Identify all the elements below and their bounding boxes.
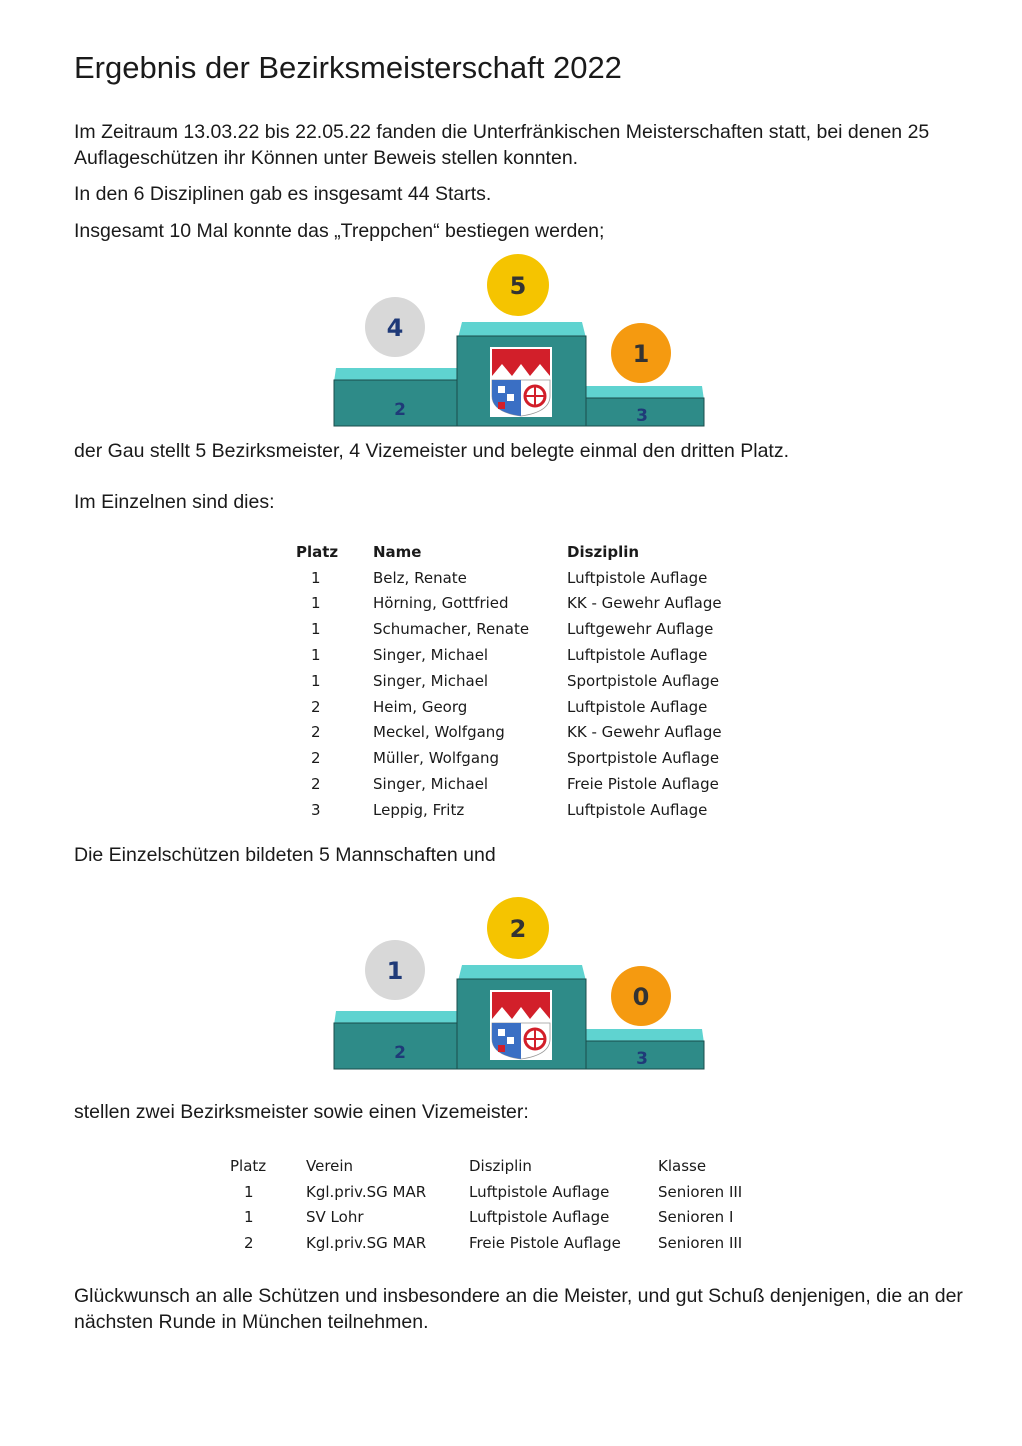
cell-disziplin: KK - Gewehr Auflage [567, 723, 722, 742]
podium-second-count: 4 [386, 314, 404, 342]
cell-klasse: Senioren III [658, 1234, 743, 1253]
table-header-row [230, 1153, 742, 1179]
cell-platz: 1 [311, 594, 321, 613]
cell-disziplin: Sportpistole Auflage [567, 671, 720, 690]
closing-paragraph: Glückwunsch an alle Schützen und insbesondere an die Meister, und gut Schuß denjenigen, die an der nächsten Runde in München teilnehmen. [74, 1285, 963, 1333]
cell-platz: 1 [311, 620, 321, 639]
header-disziplin: Disziplin [469, 1156, 532, 1175]
podium-second-count: 1 [386, 957, 404, 985]
podium-graphic-team [330, 897, 710, 1077]
podium-third-count: 1 [632, 340, 650, 368]
header-platz: Platz [296, 542, 339, 561]
cell-disziplin: Sportpistole Auflage [567, 749, 720, 768]
podium-label-second: 2 [394, 1043, 406, 1063]
cell-verein: Kgl.priv.SG MAR [306, 1234, 427, 1253]
table-row [230, 1179, 742, 1205]
team-result-paragraph: stellen zwei Bezirksmeister sowie einen Vizemeister: [74, 1101, 529, 1123]
cell-name: Heim, Georg [373, 697, 468, 716]
summary-paragraph: der Gau stellt 5 Bezirksmeister, 4 Vizemeister und belegte einmal den dritten Platz. [74, 440, 789, 462]
cell-platz: 1 [311, 671, 321, 690]
table-row [296, 642, 722, 668]
cell-platz: 2 [311, 723, 321, 742]
cell-name: Meckel, Wolfgang [373, 723, 505, 742]
treppchen-paragraph: Insgesamt 10 Mal konnte das „Treppchen“ bestiegen werden; [74, 220, 605, 242]
cell-platz: 2 [311, 749, 321, 768]
cell-klasse: Senioren III [658, 1182, 743, 1201]
cell-name: Singer, Michael [373, 775, 489, 794]
table-row [296, 668, 722, 694]
individual-results-table [296, 539, 722, 823]
cell-name: Schumacher, Renate [373, 620, 530, 639]
coat-of-arms-icon [490, 347, 552, 417]
cell-platz: 1 [244, 1208, 254, 1227]
cell-disziplin: Luftpistole Auflage [469, 1182, 610, 1201]
cell-name: Singer, Michael [373, 646, 489, 665]
cell-platz: 1 [244, 1182, 254, 1201]
cell-platz: 3 [311, 800, 321, 819]
header-platz: Platz [230, 1156, 267, 1175]
cell-platz: 2 [311, 775, 321, 794]
header-verein: Verein [306, 1156, 354, 1175]
table-row [296, 771, 722, 797]
page-title: Ergebnis der Bezirksmeisterschaft 2022 [74, 50, 622, 85]
table-row [296, 797, 722, 823]
header-disziplin: Disziplin [567, 542, 640, 561]
table-header-row [296, 539, 722, 565]
podium-first-count: 2 [509, 915, 527, 943]
coat-of-arms-icon [490, 990, 552, 1060]
cell-disziplin: KK - Gewehr Auflage [567, 594, 722, 613]
podium-graphic-individual [330, 254, 710, 434]
cell-disziplin: Luftgewehr Auflage [567, 620, 714, 639]
podium-label-third: 3 [636, 406, 648, 426]
header-name: Name [373, 542, 422, 561]
cell-disziplin: Luftpistole Auflage [469, 1208, 610, 1227]
podium-svg [330, 254, 710, 434]
cell-verein: Kgl.priv.SG MAR [306, 1182, 427, 1201]
cell-disziplin: Luftpistole Auflage [567, 646, 708, 665]
cell-platz: 2 [311, 697, 321, 716]
cell-platz: 2 [244, 1234, 254, 1253]
cell-disziplin: Luftpistole Auflage [567, 697, 708, 716]
cell-name: Belz, Renate [373, 568, 467, 587]
table-row [230, 1230, 742, 1256]
header-klasse: Klasse [658, 1156, 707, 1175]
podium-third-count: 0 [632, 983, 650, 1011]
table-row [296, 565, 722, 591]
cell-platz: 1 [311, 568, 321, 587]
table-row [296, 720, 722, 746]
table-row [296, 694, 722, 720]
intro-paragraph: Im Zeitraum 13.03.22 bis 22.05.22 fanden die Unterfränkischen Meisterschaften statt, bei denen 25 Auflageschützen ihr Können unter Beweis stellen konnten. [74, 121, 930, 169]
starts-paragraph: In den 6 Disziplinen gab es insgesamt 44 Starts. [74, 183, 492, 205]
cell-name: Hörning, Gottfried [373, 594, 509, 613]
cell-name: Singer, Michael [373, 671, 489, 690]
cell-name: Müller, Wolfgang [373, 749, 500, 768]
table-row [296, 591, 722, 617]
cell-disziplin: Luftpistole Auflage [567, 568, 708, 587]
podium-label-second: 2 [394, 400, 406, 420]
cell-verein: SV Lohr [306, 1208, 364, 1227]
podium-label-third: 3 [636, 1049, 648, 1069]
teams-paragraph: Die Einzelschützen bildeten 5 Mannschaften und [74, 844, 496, 866]
podium-first-count: 5 [509, 272, 527, 300]
table-row [296, 745, 722, 771]
cell-disziplin: Freie Pistole Auflage [469, 1234, 621, 1253]
cell-name: Leppig, Fritz [373, 800, 465, 819]
cell-platz: 1 [311, 646, 321, 665]
cell-klasse: Senioren I [658, 1208, 734, 1227]
cell-disziplin: Freie Pistole Auflage [567, 775, 719, 794]
cell-disziplin: Luftpistole Auflage [567, 800, 708, 819]
table-row [296, 616, 722, 642]
podium-svg [330, 897, 710, 1077]
table-row [230, 1205, 742, 1231]
einzeln-paragraph: Im Einzelnen sind dies: [74, 491, 275, 513]
team-results-table [230, 1153, 742, 1256]
